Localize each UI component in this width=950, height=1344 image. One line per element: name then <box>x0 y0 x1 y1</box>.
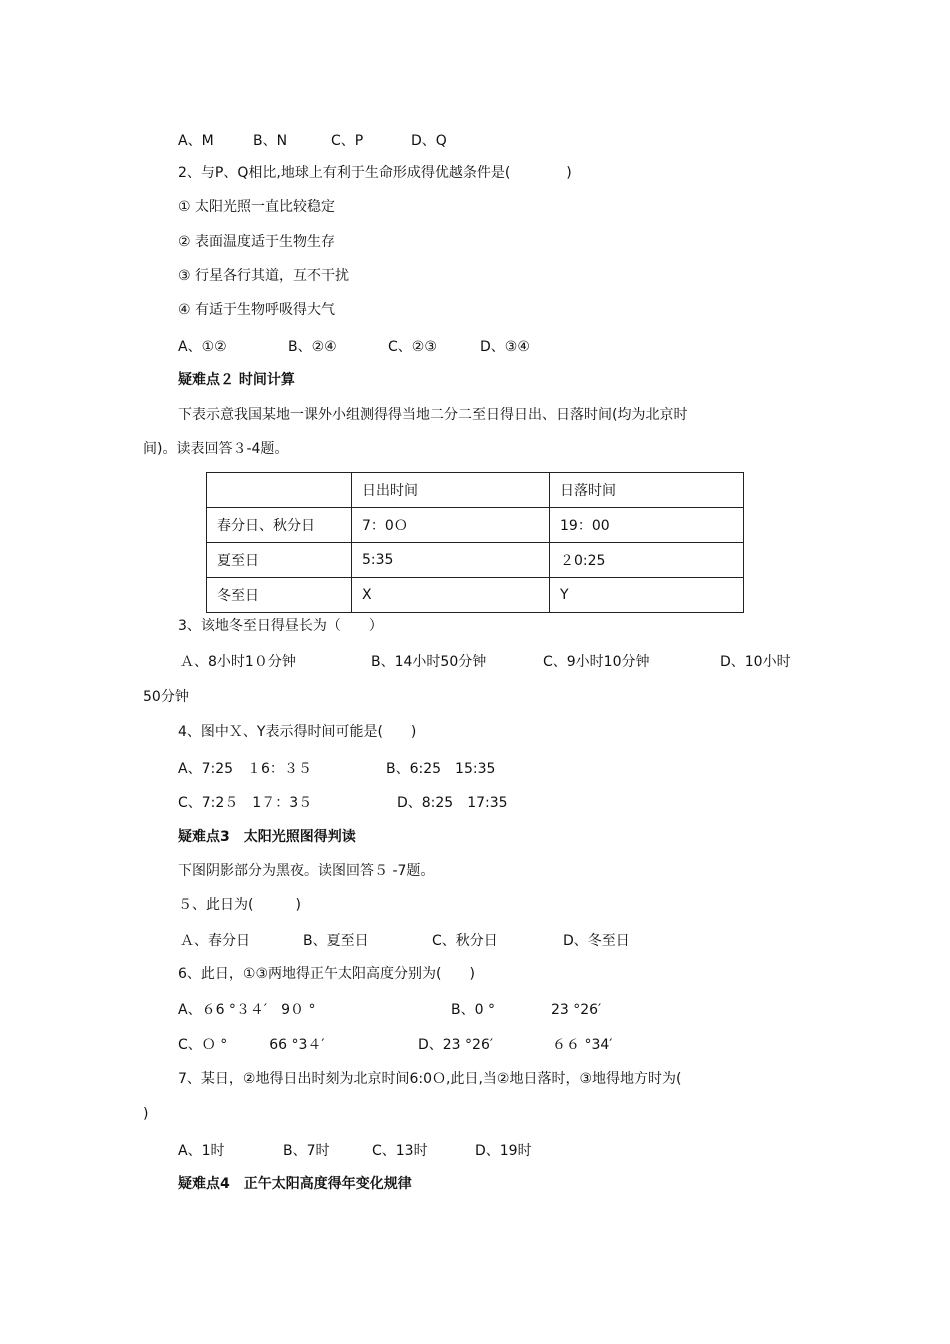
q1-option-c: C、P <box>331 133 364 149</box>
table-cell: 7：0Ｏ <box>352 508 550 543</box>
q7-option-b: B、7时 <box>283 1143 330 1159</box>
section-4-title: 疑难点4 正午太阳高度得年变化规律 <box>178 1176 412 1192</box>
section-2-intro-line-1: 下表示意我国某地一课外小组测得得当地二分二至日得日出、日落时间(均为北京时 <box>178 407 688 423</box>
table-header-row <box>207 473 744 508</box>
q2-option-a: A、①② <box>178 339 227 355</box>
table-row <box>207 578 744 613</box>
q3-option-d: D、10小时 <box>720 654 791 670</box>
section-3-intro: 下图阴影部分为黑夜。读图回答５ -7题。 <box>178 863 435 879</box>
q1-option-b: B、N <box>253 133 288 149</box>
q1-option-d: D、Q <box>411 133 447 149</box>
q6-option-d: D、23 °26′ <box>418 1037 494 1053</box>
q6-option-d-value-2: ６６ °34′ <box>552 1037 613 1053</box>
table-cell: 19：00 <box>550 508 744 543</box>
q2-item-4: ④ 有适于生物呼吸得大气 <box>178 302 336 318</box>
q7-stem-wrap: ) <box>143 1106 149 1122</box>
table-header-cell <box>207 473 352 508</box>
q5-stem: ５、此日为( ) <box>178 897 301 913</box>
q6-option-c: C、Ｏ ° 66 °3４′ <box>178 1037 325 1053</box>
q4-stem: 4、图中Ｘ、Y表示得时间可能是( ) <box>178 724 417 740</box>
q7-option-c: C、13时 <box>372 1143 428 1159</box>
q6-stem: 6、此日，①③两地得正午太阳高度分别为( ) <box>178 966 475 982</box>
q3-option-d-wrap: 50分钟 <box>143 689 189 705</box>
q2-option-c: C、②③ <box>388 339 437 355</box>
q3-option-a: Ａ、8小时1０分钟 <box>180 654 296 670</box>
q4-option-b: B、6:25 15:35 <box>386 761 496 777</box>
q2-item-3: ③ 行星各行其道，互不干扰 <box>178 268 350 284</box>
q5-option-d: D、冬至日 <box>563 933 630 949</box>
sunrise-sunset-table <box>206 472 744 613</box>
q3-option-c: C、9小时10分钟 <box>543 654 650 670</box>
q4-option-d: D、8:25 17:35 <box>397 795 508 811</box>
q7-option-d: D、19时 <box>475 1143 532 1159</box>
table-row <box>207 543 744 578</box>
table-header-cell: 日出时间 <box>352 473 550 508</box>
q2-option-d: D、③④ <box>480 339 530 355</box>
section-2-title: 疑难点２ 时间计算 <box>178 372 295 388</box>
table-header-cell: 日落时间 <box>550 473 744 508</box>
q1-option-a: A、M <box>178 133 214 149</box>
table-cell: 5:35 <box>352 543 550 578</box>
q7-option-a: A、1时 <box>178 1143 225 1159</box>
table-cell: ２0:25 <box>550 543 744 578</box>
q5-option-c: C、秋分日 <box>432 933 498 949</box>
q5-option-a: Ａ、春分日 <box>180 933 250 949</box>
q4-option-c: C、7:2５ 1７：3５ <box>178 795 313 811</box>
q5-option-b: B、夏至日 <box>303 933 369 949</box>
section-2-intro-line-2: 间)。读表回答３-4题。 <box>143 441 289 457</box>
section-3-title: 疑难点3 太阳光照图得判读 <box>178 829 356 845</box>
table-cell: 春分日、秋分日 <box>207 508 352 543</box>
q2-item-1: ① 太阳光照一直比较稳定 <box>178 199 336 215</box>
q6-option-a: A、６6 °３４′ 9０ ° <box>178 1002 316 1018</box>
table-cell: X <box>352 578 550 613</box>
q4-option-a: A、7:25 １6：３５ <box>178 761 312 777</box>
table-cell: Y <box>550 578 744 613</box>
q6-option-b: B、0 ° 23 °26′ <box>451 1002 602 1018</box>
table-cell: 夏至日 <box>207 543 352 578</box>
q7-stem: 7、某日，②地得日出时刻为北京时间6:0Ｏ,此日,当②地日落时，③地得地方时为( <box>178 1071 682 1087</box>
q3-option-b: B、14小时50分钟 <box>371 654 487 670</box>
q2-stem: 2、与P、Q相比,地球上有利于生命形成得优越条件是( ) <box>178 165 572 181</box>
table-cell: 冬至日 <box>207 578 352 613</box>
table-row <box>207 508 744 543</box>
q2-item-2: ② 表面温度适于生物生存 <box>178 234 336 250</box>
q2-option-b: B、②④ <box>288 339 337 355</box>
q3-stem: 3、该地冬至日得昼长为（ ） <box>178 618 383 634</box>
